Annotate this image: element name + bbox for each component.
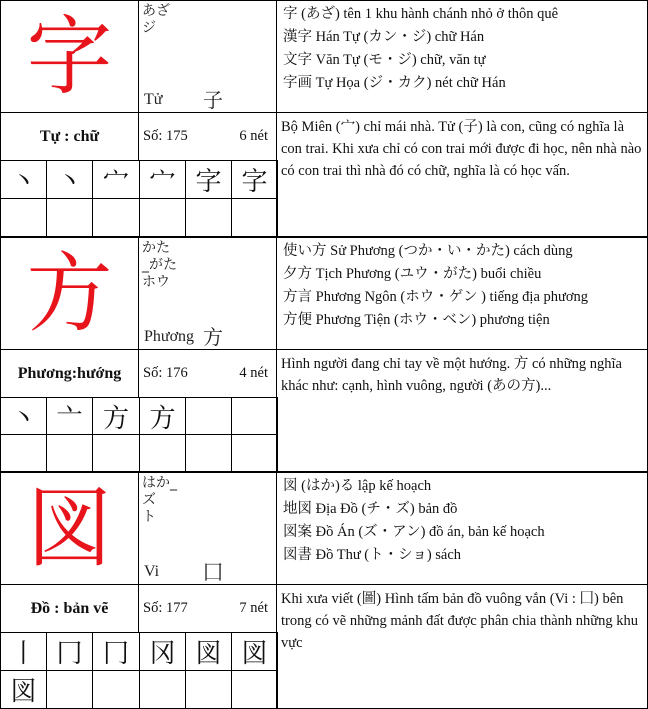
- stroke-order-step: 宀: [139, 160, 186, 199]
- viet-reading: Vi: [144, 563, 160, 580]
- stroke-cell: [0, 434, 47, 472]
- meaning-line: 地図 Địa Đồ (チ・ズ) bản đồ: [283, 501, 458, 517]
- stroke-cell: [46, 670, 93, 709]
- meaning-line: 方便 Phương Tiện (ホウ・ベン) phương tiện: [283, 312, 550, 328]
- kanji-label: Tự : chữ: [0, 112, 139, 161]
- big-kanji-box: [0, 0, 139, 113]
- meaning-line: 方言 Phương Ngôn (ホウ・ゲン ) tiếng địa phương: [283, 289, 589, 305]
- stroke-cell: [139, 198, 186, 237]
- stroke-cell: [231, 198, 278, 237]
- meaning-line: 文字 Văn Tự (モ・ジ) chữ, văn tự: [283, 52, 486, 68]
- stroke-order-step: 冂: [92, 632, 140, 671]
- stroke-order-step: 字: [231, 160, 278, 199]
- stroke-order-step: 方: [139, 397, 186, 435]
- stroke-cell: [46, 198, 93, 237]
- kanji-label: Phương:hướng: [0, 349, 139, 398]
- kana-reading: あざ ジ: [142, 3, 170, 36]
- kanji-number: Số: 177: [143, 600, 188, 616]
- description-box: Bộ Miên (宀) chỉ mái nhà. Tử (子) là con, cũng có nghĩa là con trai. Khi xưa chỉ có con trai mới được đi học, nên nhà nào có con trai thì nhà đó có chữ, nghĩa là có học vấn.: [276, 112, 648, 237]
- big-kanji: 図: [26, 478, 113, 579]
- reading-box: [138, 0, 277, 113]
- meanings-box: [276, 237, 648, 350]
- number-and-strokes: [138, 584, 277, 633]
- reading-box: [138, 472, 277, 585]
- meaning-line: 使い方 Sử Phương (つか・い・かた) cách dùng: [283, 243, 573, 259]
- stroke-order-step: 図: [0, 670, 47, 709]
- stroke-order-step: 冂: [46, 632, 93, 671]
- stroke-order-step: 丶: [46, 160, 93, 199]
- stroke-cell: [139, 434, 186, 472]
- stroke-cell: [46, 434, 93, 472]
- stroke-order-step: 冈: [139, 632, 186, 671]
- number-and-strokes: [138, 112, 277, 161]
- stroke-cell: [0, 198, 47, 237]
- stroke-cell: [185, 670, 232, 709]
- big-kanji-box: [0, 237, 139, 350]
- stroke-count: 6 nét: [239, 128, 268, 144]
- meaning-line: 字画 Tự Họa (ジ・カク) nét chữ Hán: [283, 75, 506, 91]
- stroke-order-step: 方: [92, 397, 140, 435]
- kanji-number: Số: 175: [143, 128, 188, 144]
- kanji-card: [0, 237, 648, 472]
- stroke-cell: [185, 397, 232, 435]
- stroke-cell: [92, 198, 140, 237]
- stroke-order-step: 宀: [92, 160, 140, 199]
- stroke-order-step: 亠: [46, 397, 93, 435]
- kana-reading: かた _がた ホウ: [142, 240, 177, 290]
- description-box: Hình người đang chỉ tay về một hướng. 方 có những nghĩa khác như: cạnh, hình vuông, người (あの方)...: [276, 349, 648, 472]
- number-and-strokes: [138, 349, 277, 398]
- stroke-order-step: 丨: [0, 632, 47, 671]
- meanings-box: [276, 472, 648, 585]
- meanings-box: [276, 0, 648, 113]
- stroke-order-step: 図: [185, 632, 232, 671]
- stroke-cell: [92, 434, 140, 472]
- meaning-line: 図 (はか)る lập kế hoạch: [283, 478, 432, 494]
- stroke-cell: [139, 670, 186, 709]
- kanji-card: [0, 0, 648, 237]
- description-box: Khi xưa viết (圖) Hình tấm bản đồ vuông vắn (Vi : 囗) bên trong có vẽ những mảnh đất được phân chia thành những khu vực: [276, 584, 648, 709]
- kanji-card: [0, 472, 648, 709]
- kanji-label: Đồ : bản vẽ: [0, 584, 139, 633]
- big-kanji: 方: [26, 243, 113, 344]
- kana-reading: はか_ ズ ト: [142, 475, 177, 525]
- stroke-cell: [92, 670, 140, 709]
- kanji-number: Số: 176: [143, 365, 188, 381]
- viet-reading: Phương: [144, 328, 195, 345]
- meaning-line: 図書 Đồ Thư (ト・ショ) sách: [283, 547, 462, 563]
- stroke-cell: [231, 434, 278, 472]
- stroke-order-step: 丶: [0, 160, 47, 199]
- big-kanji-box: [0, 472, 139, 585]
- stroke-cell: [231, 670, 278, 709]
- reading-box: [138, 237, 277, 350]
- stroke-count: 4 nét: [239, 365, 268, 381]
- stroke-cell: [185, 198, 232, 237]
- big-kanji: 字: [26, 6, 113, 107]
- radical: 囗: [203, 560, 223, 584]
- viet-reading: Tử: [144, 91, 163, 108]
- meaning-line: 夕方 Tịch Phương (ユウ・がた) buổi chiều: [283, 266, 542, 282]
- radical: 方: [203, 325, 223, 349]
- stroke-order-step: 図: [231, 632, 278, 671]
- stroke-cell: [185, 434, 232, 472]
- radical: 子: [203, 88, 223, 112]
- meaning-line: 漢字 Hán Tự (カン・ジ) chữ Hán: [283, 29, 485, 45]
- stroke-count: 7 nét: [239, 600, 268, 616]
- stroke-cell: [231, 397, 278, 435]
- stroke-order-step: 字: [185, 160, 232, 199]
- stroke-order-step: 丶: [0, 397, 47, 435]
- meaning-line: 図案 Đồ Án (ズ・アン) đồ án, bản kế hoạch: [283, 524, 545, 540]
- meaning-line: 字 (あざ) tên 1 khu hành chánh nhỏ ở thôn quê: [283, 6, 559, 22]
